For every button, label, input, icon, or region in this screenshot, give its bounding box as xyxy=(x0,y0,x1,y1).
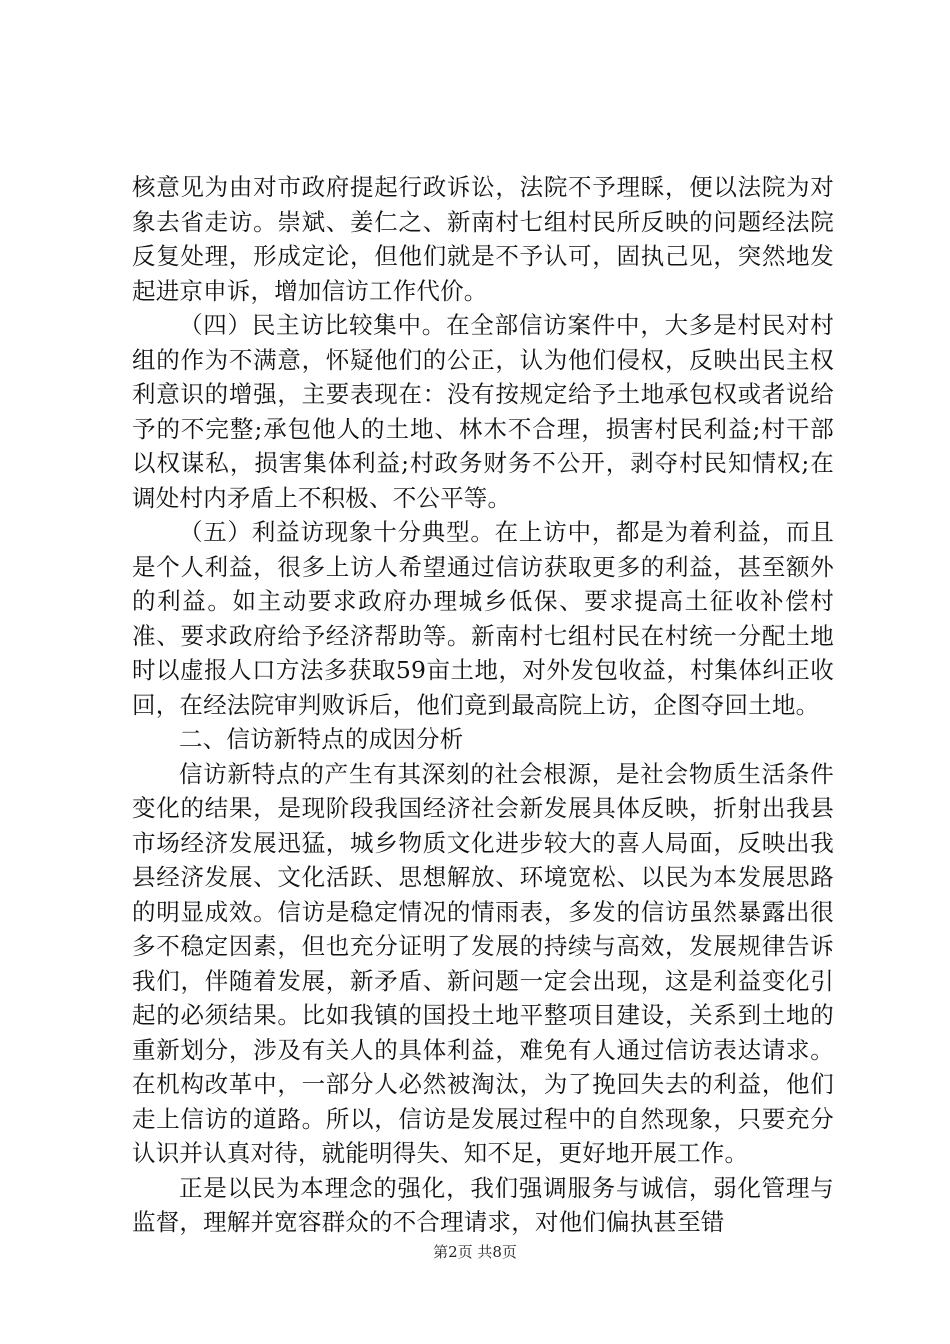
paragraph-section-five: （五）利益访现象十分典型。在上访中，都是为着利益，而且是个人利益，很多上访人希望通过信访获取更多的利益，甚至额外的利益。如主动要求政府办理城乡低保、要求提高土征收补偿村准、要求政府给予经济帮助等。新南村七组村民在村统一分配土地时以虚报人口方法多获取59亩土地，对外发包收益，村集体纠正收回，在经法院审判败诉后，他们竟到最高院上访，企图夺回土地。 xyxy=(132,518,834,719)
document-body xyxy=(132,170,834,1240)
paragraph-cause-analysis: 信访新特点的产生有其深刻的社会根源，是社会物质生活条件变化的结果，是现阶段我国经济社会新发展具体反映，折射出我县市场经济发展迅猛，城乡物质文化进步较大的喜人局面，反映出我县经济发展、文化活跃、思想解放、环境宽松、以民为本发展思路的明显成效。信访是稳定情况的情雨表，多发的信访虽然暴露出很多不稳定因素，但也充分证明了发展的持续与高效，发展规律告诉我们，伴随着发展，新矛盾、新问题一定会出现，这是利益变化引起的必须结果。比如我镇的国投土地平整项目建设，关系到土地的重新划分，涉及有关人的具体利益，难免有人通过信访表达请求。在机构改革中，一部分人必然被淘汰，为了挽回失去的利益，他们走上信访的道路。所以，信访是发展过程中的自然现象，只要充分认识并认真对待，就能明得失、知不足，更好地开展工作。 xyxy=(132,759,834,1167)
page-footer: 第2页 共8页 xyxy=(433,1243,517,1261)
section-heading-two: 二、信访新特点的成因分析 xyxy=(179,725,464,753)
paragraph-people-oriented: 正是以民为本理念的强化，我们强调服务与诚信，弱化管理与监督，理解并宽容群众的不合理请求，对他们偏执甚至错 xyxy=(132,1173,834,1236)
paragraph-continuation: 核意见为由对市政府提起行政诉讼，法院不予理睬，便以法院为对象去省走访。崇斌、姜仁之、新南村七组村民所反映的问题经法院反复处理，形成定论，但他们就是不予认可，固执己见，突然地发起进京申诉，增加信访工作代价。 xyxy=(132,173,834,305)
paragraph-section-four: （四）民主访比较集中。在全部信访案件中，大多是村民对村组的作为不满意，怀疑他们的公正，认为他们侵权，反映出民主权利意识的增强，主要表现在：没有按规定给予土地承包权或者说给予的不完整;承包他人的土地、林木不合理，损害村民利益;村干部以权谋私，损害集体利益;村政务财务不公开，剥夺村民知情权;在调处村内矛盾上不积极、不公平等。 xyxy=(132,311,834,512)
